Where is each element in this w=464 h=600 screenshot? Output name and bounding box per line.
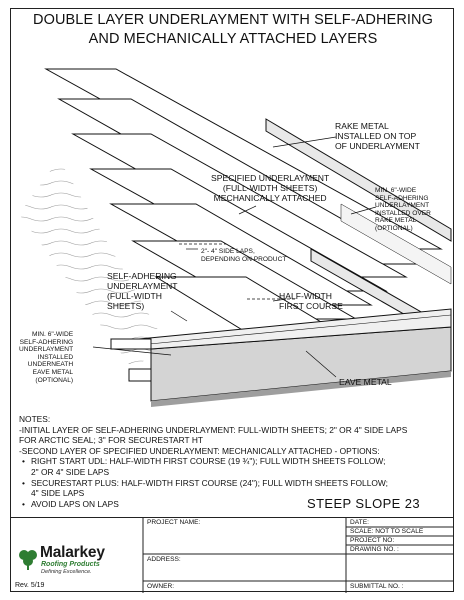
title-line-2: AND MECHANICALLY ATTACHED LAYERS bbox=[88, 31, 378, 47]
callout-half-width: HALF-WIDTH FIRST COURSE bbox=[279, 291, 343, 311]
submittal-no-label: SUBMITTAL NO. : bbox=[350, 583, 404, 590]
owner-label: OWNER: bbox=[147, 583, 175, 590]
logo-subtitle: Roofing Products bbox=[41, 561, 100, 568]
date-label: DATE: bbox=[350, 519, 369, 526]
notes-bullet-1a: • RIGHT START UDL: HALF-WIDTH FIRST COURSE (19 ¾"); FULL WIDTH SHEETS FOLLOW; bbox=[19, 456, 449, 467]
notes-line-1: -INITIAL LAYER OF SELF-ADHERING UNDERLAYMENT: FULL-WIDTH SHEETS; 2" OR 4" SIDE LAPS bbox=[19, 424, 408, 435]
logo-name: Malarkey bbox=[40, 544, 105, 561]
title-line-1: DOUBLE LAYER UNDERLAYMENT WITH SELF-ADHERING bbox=[33, 12, 433, 28]
callout-min-under-eave: MIN. 6"-WIDE SELF-ADHERING UNDERLAYMENT INSTALLED UNDERNEATH EAVE METAL (OPTIONAL) bbox=[19, 331, 74, 384]
drawing-sheet bbox=[10, 8, 454, 592]
title-block bbox=[11, 517, 453, 593]
callout-min-over-rake: MIN. 6"-WIDE SELF-ADHERING UNDERLAYMENT INSTALLED OVER RAKE METAL (OPTIONAL) bbox=[375, 187, 431, 232]
notes-line-2: FOR ARCTIC SEAL; 3" FOR SECURESTART HT bbox=[19, 435, 203, 446]
address-label: ADDRESS: bbox=[147, 556, 181, 563]
project-name-label: PROJECT NAME: bbox=[147, 519, 201, 526]
notes-bullet-2a: • SECURESTART PLUS: HALF-WIDTH FIRST COURSE (24"); FULL WIDTH SHEETS FOLLOW; bbox=[19, 478, 449, 489]
callout-self-adhering: SELF-ADHERING UNDERLAYMENT (FULL-WIDTH SHEETS) bbox=[107, 271, 178, 311]
callout-side-laps: 2"- 4" SIDE LAPS, DEPENDING ON PRODUCT bbox=[201, 248, 287, 263]
notes-bullet-2b: 4" SIDE LAPS bbox=[31, 488, 85, 499]
revision-label: Rev. 5/19 bbox=[15, 582, 45, 589]
notes-bullet-3: • AVOID LAPS ON LAPS bbox=[19, 499, 449, 510]
callout-rake-metal: RAKE METAL INSTALLED ON TOP OF UNDERLAYMENT bbox=[335, 121, 420, 151]
notes-bullet-1b: 2" OR 4" SIDE LAPS bbox=[31, 466, 110, 477]
callout-specified-underlayment: SPECIFIED UNDERLAYMENT (FULL-WIDTH SHEETS) MECHANICALLY ATTACHED bbox=[211, 173, 330, 203]
drawing-no-label: DRAWING NO. : bbox=[350, 546, 399, 553]
notes-line-3: -SECOND LAYER OF SPECIFIED UNDERLAYMENT: MECHANICALLY ATTACHED - OPTIONS: bbox=[19, 445, 380, 456]
logo-tagline: Defining Excellence. bbox=[41, 569, 92, 575]
shamrock-logo-icon bbox=[17, 548, 39, 570]
drawing-id: STEEP SLOPE 23 bbox=[307, 496, 421, 511]
project-no-label: PROJECT NO: bbox=[350, 537, 395, 544]
callout-eave-metal: EAVE METAL bbox=[339, 377, 392, 387]
scale-label: SCALE: NOT TO SCALE bbox=[350, 528, 424, 535]
notes-heading: NOTES: bbox=[19, 414, 51, 424]
